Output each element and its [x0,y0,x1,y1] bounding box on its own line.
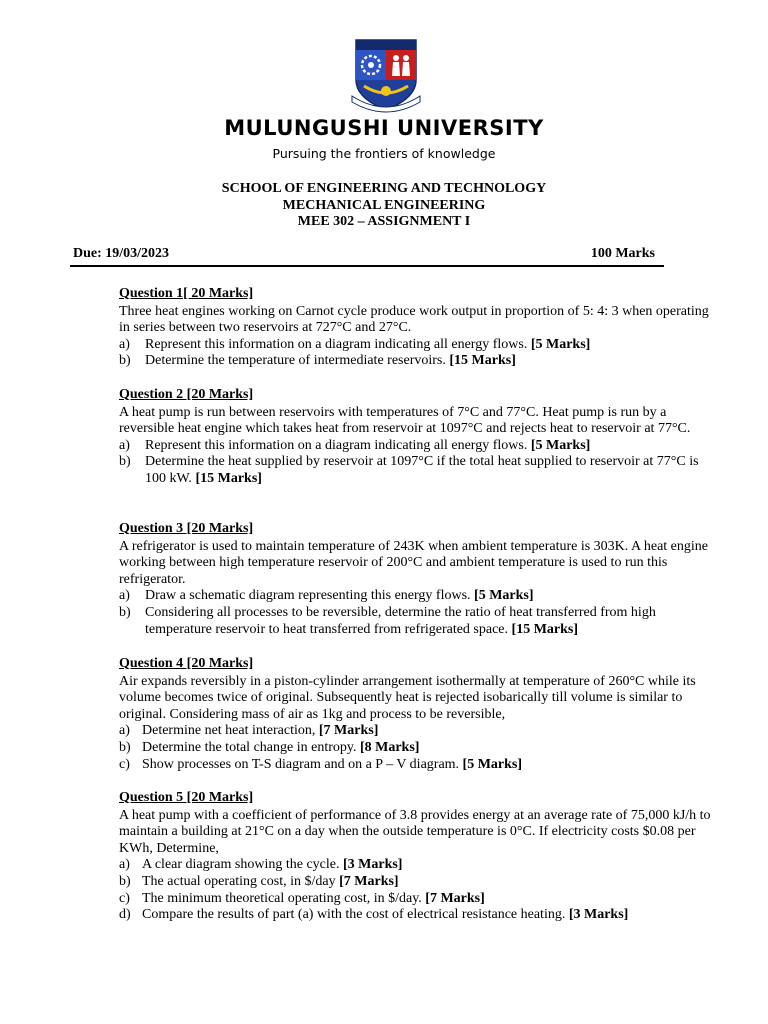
part-label: c) [119,890,130,906]
question-part [119,891,719,908]
part-marks: [8 Marks] [359,739,420,755]
question-part [119,723,719,740]
question-part [119,857,719,874]
part-text: Represent this information on a diagram indicating all energy flows. [145,336,528,352]
question-title: Question 1[ 20 Marks] [119,286,254,301]
part-text: The minimum theoretical operating cost, in $/day. [142,890,422,906]
header-divider [70,265,664,267]
department-name: MECHANICAL ENGINEERING [282,198,486,213]
part-marks: [7 Marks] [339,873,399,889]
part-label: a) [119,588,130,604]
part-label: b) [119,873,131,889]
part-label: b) [119,353,131,369]
university-crest-logo [348,36,424,114]
part-label: a) [119,723,130,739]
part-text: Determine the total change in entropy. [142,739,357,755]
part-marks: [5 Marks] [474,588,534,604]
part-text: Determine the temperature of intermediate reservoirs. [145,353,446,369]
part-label: c) [119,756,130,772]
part-text: Show processes on T-S diagram and on a P – V diagram. [142,756,460,772]
part-marks: [15 Marks] [449,353,516,369]
total-marks: 100 Marks [590,246,655,261]
question-part [119,588,719,605]
question-part [119,438,719,455]
part-marks: [7 Marks] [425,890,485,906]
part-marks: [3 Marks] [342,857,403,873]
question-2 [119,387,719,488]
question-title: Question 3 [20 Marks] [119,521,254,536]
part-text: Draw a schematic diagram representing this energy flows. [145,588,471,604]
part-marks: [15 Marks] [511,621,579,637]
question-text: A heat pump is run between reservoirs with temperatures of 7°C and 77°C. Heat pump is run by a reversible heat engine which takes heat from reservoir at 1097°C and rejects heat to reservoir at 77°C. [119,404,691,437]
question-title: Question 4 [20 Marks] [119,656,254,671]
part-label: b) [119,604,131,620]
course-title: MEE 302 – ASSIGNMENT I [297,214,471,229]
question-part [119,353,719,370]
part-label: a) [119,336,130,352]
school-name: SCHOOL OF ENGINEERING AND TECHNOLOGY [221,181,547,196]
part-label: b) [119,454,131,470]
question-4 [119,656,719,773]
part-marks: [3 Marks] [568,907,629,923]
question-part [119,740,719,757]
question-part [119,907,719,924]
part-marks: [15 Marks] [195,470,262,486]
part-marks: [7 Marks] [318,723,379,739]
part-text: Represent this information on a diagram indicating all energy flows. [145,437,528,453]
question-part [119,337,719,354]
question-part [119,874,719,891]
question-text: Air expands reversibly in a piston-cylinder arrangement isothermally at temperature of 260°C while its volume becomes twice of original. Subsequently heat is rejected isobarically till volume is similar to original. Considering mass of air as 1kg and process to be reversible, [119,673,696,722]
part-marks: [5 Marks] [462,756,523,772]
due-row [73,246,655,262]
due-date: Due: 19/03/2023 [73,246,170,261]
part-label: d) [119,907,131,923]
question-text: Three heat engines working on Carnot cycle produce work output in proportion of 5: 4: 3 when operating in series between two reservoirs at 727°C and 27°C. [119,303,709,336]
part-marks: [5 Marks] [530,437,591,453]
question-3 [119,521,719,638]
question-part [119,757,719,774]
part-label: a) [119,437,130,453]
part-text: A clear diagram showing the cycle. [142,857,340,873]
question-5 [119,790,719,924]
question-part [119,454,719,487]
part-text: Determine net heat interaction, [142,723,316,739]
university-name: MULUNGUSHI UNIVERSITY [224,116,544,140]
part-label: a) [119,857,130,873]
question-1 [119,286,719,370]
part-text: The actual operating cost, in $/day [142,873,336,889]
question-title: Question 5 [20 Marks] [119,790,254,805]
question-text: A refrigerator is used to maintain temperature of 243K when ambient temperature is 303K. A heat engine working between high temperature reservoir of 200°C and ambient temperature is used to run this refrigerator. [119,538,708,587]
question-part [119,605,719,638]
part-label: b) [119,739,131,755]
question-title: Question 2 [20 Marks] [119,387,254,402]
part-text: Determine the heat supplied by reservoir at 1097°C if the total heat supplied to reservoir at 77°C is 100 kW. [145,454,699,486]
university-motto: Pursuing the frontiers of knowledge [272,146,496,161]
part-text: Compare the results of part (a) with the cost of electrical resistance heating. [142,907,566,923]
part-marks: [5 Marks] [530,336,591,352]
question-text: A heat pump with a coefficient of performance of 3.8 provides energy at an average rate of 75,000 kJ/h to maintain a building at 21°C on a day when the outside temperature is 0°C. If electricity costs $0.08 per KWh, Determine, [119,807,711,856]
part-text: Considering all processes to be reversible, determine the ratio of heat transferred from high temperature reservoir to heat transferred from refrigerated space. [145,604,656,637]
